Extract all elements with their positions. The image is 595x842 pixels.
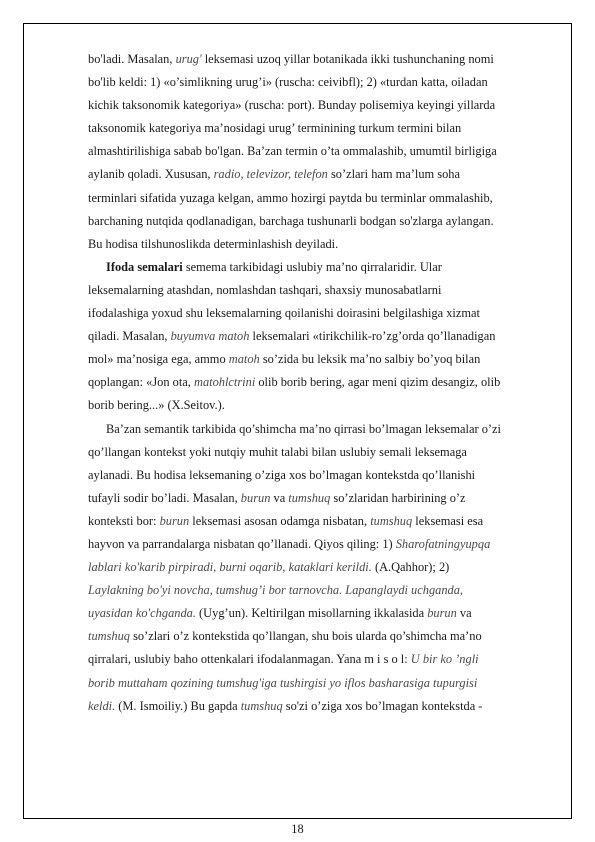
paragraph-1 [88,48,550,256]
text-line [88,487,550,510]
text-line [88,48,550,71]
bold-term: Ifoda semalari [106,259,183,274]
paragraph-2 [88,256,550,418]
text-span: so'zi o’ziga xos bo’lmagan kontekstda - [282,698,483,713]
text-span: leksemalari «tirikchilik-ro’zg’orda qo’llanadigan [249,329,496,344]
text-span: so’zlari ham ma’lum soha [327,167,460,182]
text-span: hayvon va parrandalarga nisbatan qo’llanadi. Qiyos qiling: 1) [88,536,396,551]
italic-term: tumshuq [370,513,413,528]
italic-term: matohlctrini [194,375,256,390]
text-span: qoplangan: «Jon ota, [88,375,194,390]
text-span: (M. Ismoiliy.) Bu gapda [115,698,241,713]
text-line [88,348,550,371]
text-span: qirralari, uslubiy baho ottenkalari ifodalanmagan. Yana m i s o l: [88,652,411,667]
text-line: aylanadi. Bu hodisa leksemaning o’ziga xos bo’lmagan kontekstda qo’llanishi [88,467,476,482]
italic-quote: Sharofatningyupqa [395,536,491,551]
text-span: konteksti bor: [88,513,160,528]
italic-term: burun [159,513,190,528]
text-line [88,695,550,718]
text-span: mol» ma’nosiga ega, ammo [88,352,229,367]
text-line: qo’llangan kontekst yoki nutqiy muhit talabi bilan uslubiy semali leksemaga [88,444,467,459]
text-line [88,325,550,348]
text-span: qiladi. Masalan, [88,329,171,344]
italic-term: tumshuq [288,490,331,505]
text-line [88,533,550,556]
italic-term: tumshuq [240,698,283,713]
text-span: (Uyg’un). Keltirilgan misollarning ikkalasida [195,606,428,621]
text-line [88,556,550,579]
text-line: ifodalashiga yoxud shu leksemalarning qoilanishi doirasini belgilashiga xizmat [88,306,480,321]
text-line [88,648,550,671]
text-span: bo'ladi. Masalan, [88,52,176,66]
italic-quote: uyasidan ko'chganda. [88,606,196,621]
text-line: Bu hodisa tilshunoslikda determinlashish deyiladi. [88,236,339,251]
text-line [88,256,550,279]
text-line: leksemalarning atashdan, nomlashdan tashqari, shaxsiy munosabatlarni [88,282,442,297]
italic-term: tumshuq [88,629,130,644]
text-line: borib bering...» (X.Seitov.). [88,398,225,413]
italic-term: buyumva matoh [170,329,250,344]
text-span: semema tarkibidagi uslubiy ma’no qirralaridir. Ular [182,259,442,274]
text-line [88,163,550,186]
text-span: va [456,606,472,621]
text-span: leksemasi asosan odamga nisbatan, [189,513,371,528]
text-span: leksemasi esa [412,513,484,528]
italic-term: matoh [228,352,260,367]
text-span: olib borib bering, agar meni qizim desangiz, olib [255,375,501,390]
text-line [88,510,550,533]
page-number: 18 [291,822,304,836]
text-span: so’zlari o’z kontekstida qo’llangan, shu bois ularda qo’shimcha ma’no [130,629,482,644]
text-line: barchaning nutqida qodlanadigan, barchaga tushunarli bodgan so'zlarga aylangan. [88,213,494,228]
text-line [88,371,550,394]
italic-quote: keldi. [88,698,116,713]
text-span: tufayli sodir bo’ladi. Masalan, [88,490,241,505]
page-body [88,48,550,718]
text-line: Laylakning bo'yi novcha, tumshug’i bor tarnovcha. Lapanglaydi uchganda, [88,583,464,598]
text-span: leksemasi uzoq yillar botanikada ikki tushunchaning nomi [201,52,494,66]
italic-term: urug' [175,52,202,66]
text-line: terminlari sifatida yuzaga kelgan, ammo hozirgi paytda bu terminlar ommalashib, [88,190,493,205]
text-line: Ba’zan semantik tarkibida qo’shimcha ma’no qirrasi bo’lmagan leksemalar o’zi [106,421,501,436]
text-span: (A.Qahhor); 2) [371,560,450,575]
italic-quote: U bir ko ’ngli [410,652,479,667]
text-line [88,625,550,648]
text-line: borib muttaham qozining tumshug'iga tushirgisi yo iflos basharasiga tupurgisi [88,675,478,690]
paragraph-3 [88,418,550,718]
text-line: kichik taksonomik kategoriya» (ruscha: port). Bunday polisemiya keyingi yillarda [88,98,496,113]
text-span: so’zlaridan harbirining o’z [330,490,466,505]
text-span: aylanib qoladi. Xususan, [88,167,214,182]
text-span: so’zida bu leksik ma’no salbiy bo’yoq bilan [259,352,481,367]
text-line [88,602,550,625]
italic-term: burun [427,606,457,621]
text-line: taksonomik kategoriya ma’nosidagi urug’ terminining turkum termini bilan [88,121,462,136]
italic-quote: lablari ko'karib pirpiradi, burni oqarib, kataklari kerildi. [88,560,372,575]
text-line: bo'lib keldi: 1) «o’simlikning urug’i» (ruscha: ceivibfl); 2) «turdan katta, oiladan [88,75,488,90]
italic-term: burun [240,490,271,505]
text-line: almashtirilishiga sabab bo'lgan. Ba’zan termin o’ta ommalashib, umumtil birligiga [88,144,497,159]
text-span: va [270,490,289,505]
italic-term: radio, televizor, telefon [213,167,328,182]
